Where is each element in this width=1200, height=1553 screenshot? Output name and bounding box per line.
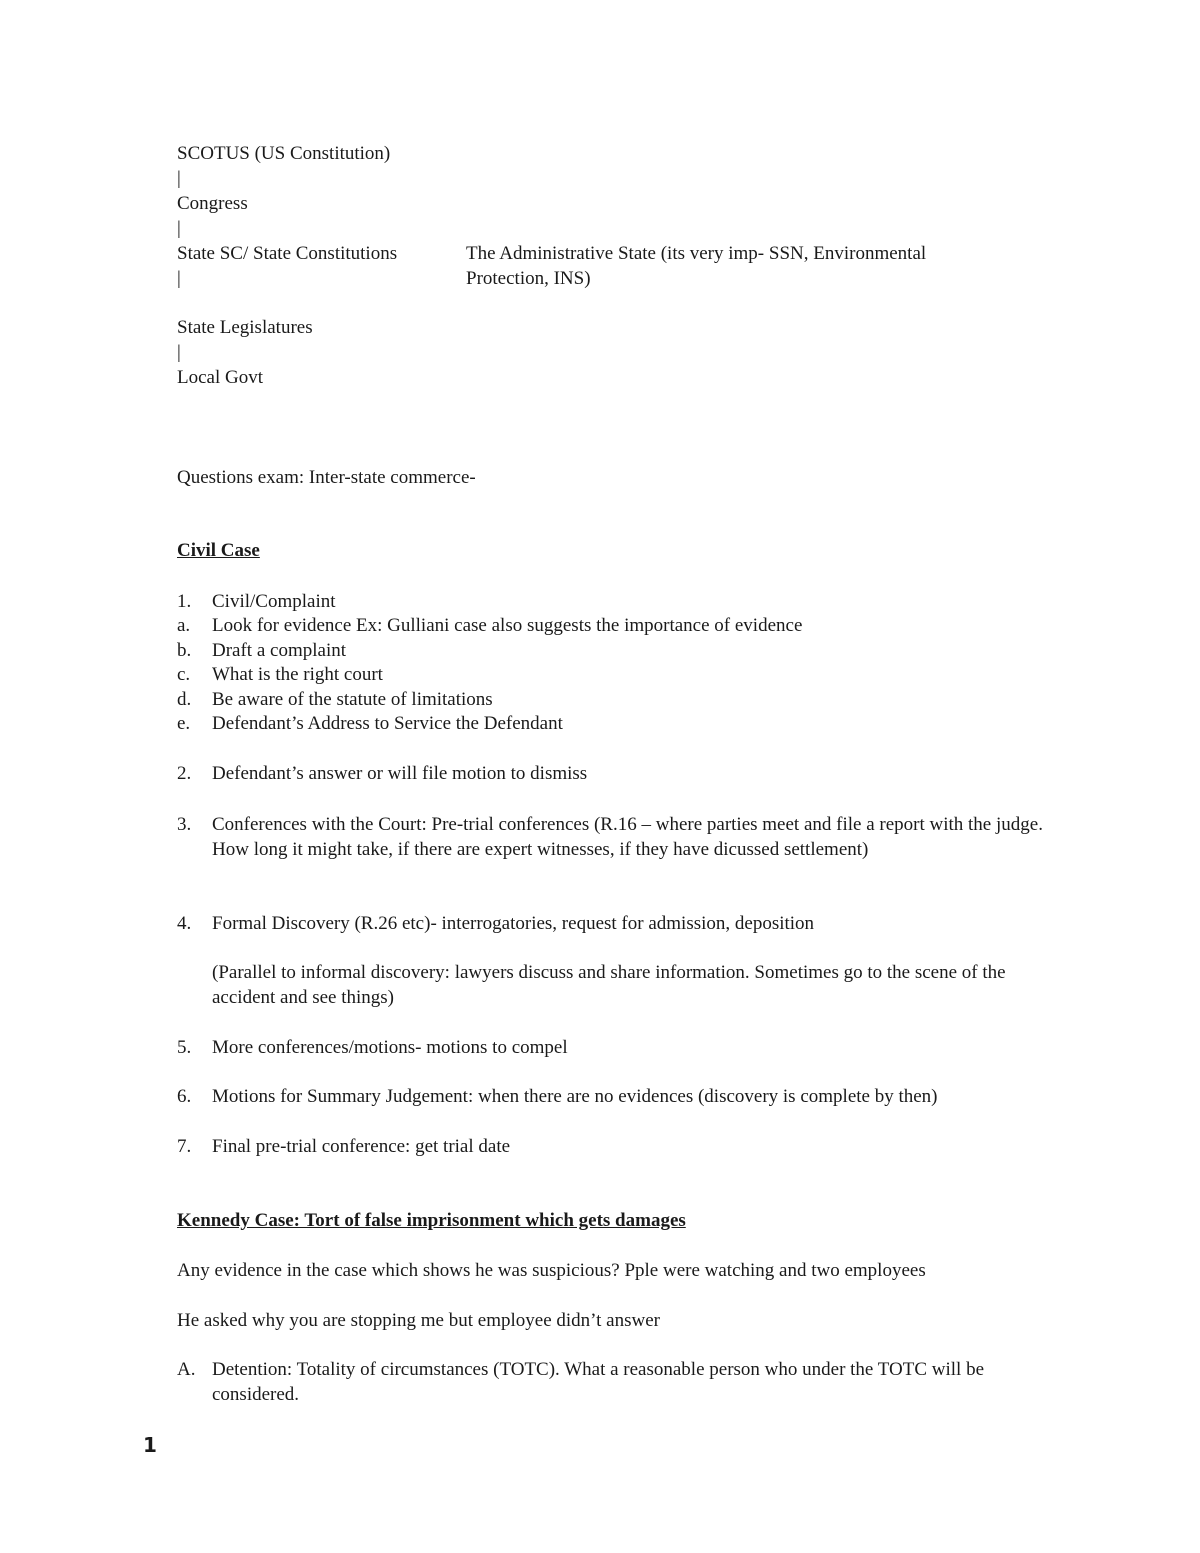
hierarchy-admin-state-line1: The Administrative State (its very imp- SSN, Environmental	[466, 243, 927, 264]
hierarchy-scotus: SCOTUS (US Constitution)	[177, 143, 391, 164]
civil-case-heading: Civil Case	[177, 540, 260, 561]
list-item: Draft a complaint	[212, 640, 347, 661]
list-marker: e.	[177, 713, 191, 734]
list-marker: 4.	[177, 913, 192, 934]
list-item: Motions for Summary Judgement: when there are no evidences (discovery is complete by then)	[212, 1086, 938, 1107]
hierarchy-separator: |	[177, 168, 181, 189]
hierarchy-separator: |	[177, 342, 181, 363]
list-marker: d.	[177, 689, 192, 710]
hierarchy-separator: |	[177, 218, 181, 239]
list-item: Detention: Totality of circumstances (TOTC). What a reasonable person who under the TOTC will be considered.	[212, 1359, 985, 1405]
hierarchy-separator: |	[177, 268, 181, 289]
list-item: Conferences with the Court: Pre-trial conferences (R.16 – where parties meet and file a report with the judge. How long it might take, if there are expert witnesses, if they have dicussed settlement)	[212, 814, 1043, 860]
list-marker: 5.	[177, 1037, 192, 1058]
list-item-note: (Parallel to informal discovery: lawyers discuss and share information. Sometimes go to the scene of the accident and see things)	[212, 962, 1006, 1008]
page-number: 1	[143, 1433, 157, 1457]
list-item: Civil/Complaint	[212, 591, 336, 612]
kennedy-paragraph: He asked why you are stopping me but employee didn’t answer	[177, 1310, 660, 1331]
hierarchy-state-legislatures: State Legislatures	[177, 317, 313, 338]
list-item: Final pre-trial conference: get trial date	[212, 1136, 511, 1157]
kennedy-paragraph: Any evidence in the case which shows he was suspicious? Pple were watching and two employees	[177, 1260, 926, 1281]
list-marker: c.	[177, 664, 191, 685]
list-marker: 1.	[177, 591, 192, 612]
list-item: Look for evidence Ex: Gulliani case also suggests the importance of evidence	[212, 615, 803, 636]
list-item: More conferences/motions- motions to compel	[212, 1037, 568, 1058]
list-item: Defendant’s answer or will file motion to dismiss	[212, 763, 588, 784]
list-marker: 7.	[177, 1136, 192, 1157]
list-marker: a.	[177, 615, 191, 636]
list-item: What is the right court	[212, 664, 383, 685]
hierarchy-admin-state-line2: Protection, INS)	[466, 268, 591, 289]
hierarchy-local-govt: Local Govt	[177, 367, 264, 388]
hierarchy-congress: Congress	[177, 193, 248, 214]
list-marker: 3.	[177, 814, 192, 835]
list-marker: 2.	[177, 763, 192, 784]
list-marker: A.	[177, 1359, 196, 1380]
list-item: Be aware of the statute of limitations	[212, 689, 493, 710]
list-marker: b.	[177, 640, 192, 661]
list-item: Formal Discovery (R.26 etc)- interrogatories, request for admission, deposition	[212, 913, 815, 934]
kennedy-case-heading: Kennedy Case: Tort of false imprisonment which gets damages	[177, 1210, 686, 1231]
questions-exam: Questions exam: Inter-state commerce-	[177, 467, 476, 488]
list-item: Defendant’s Address to Service the Defendant	[212, 713, 563, 734]
list-marker: 6.	[177, 1086, 192, 1107]
hierarchy-state-sc: State SC/ State Constitutions	[177, 243, 398, 264]
